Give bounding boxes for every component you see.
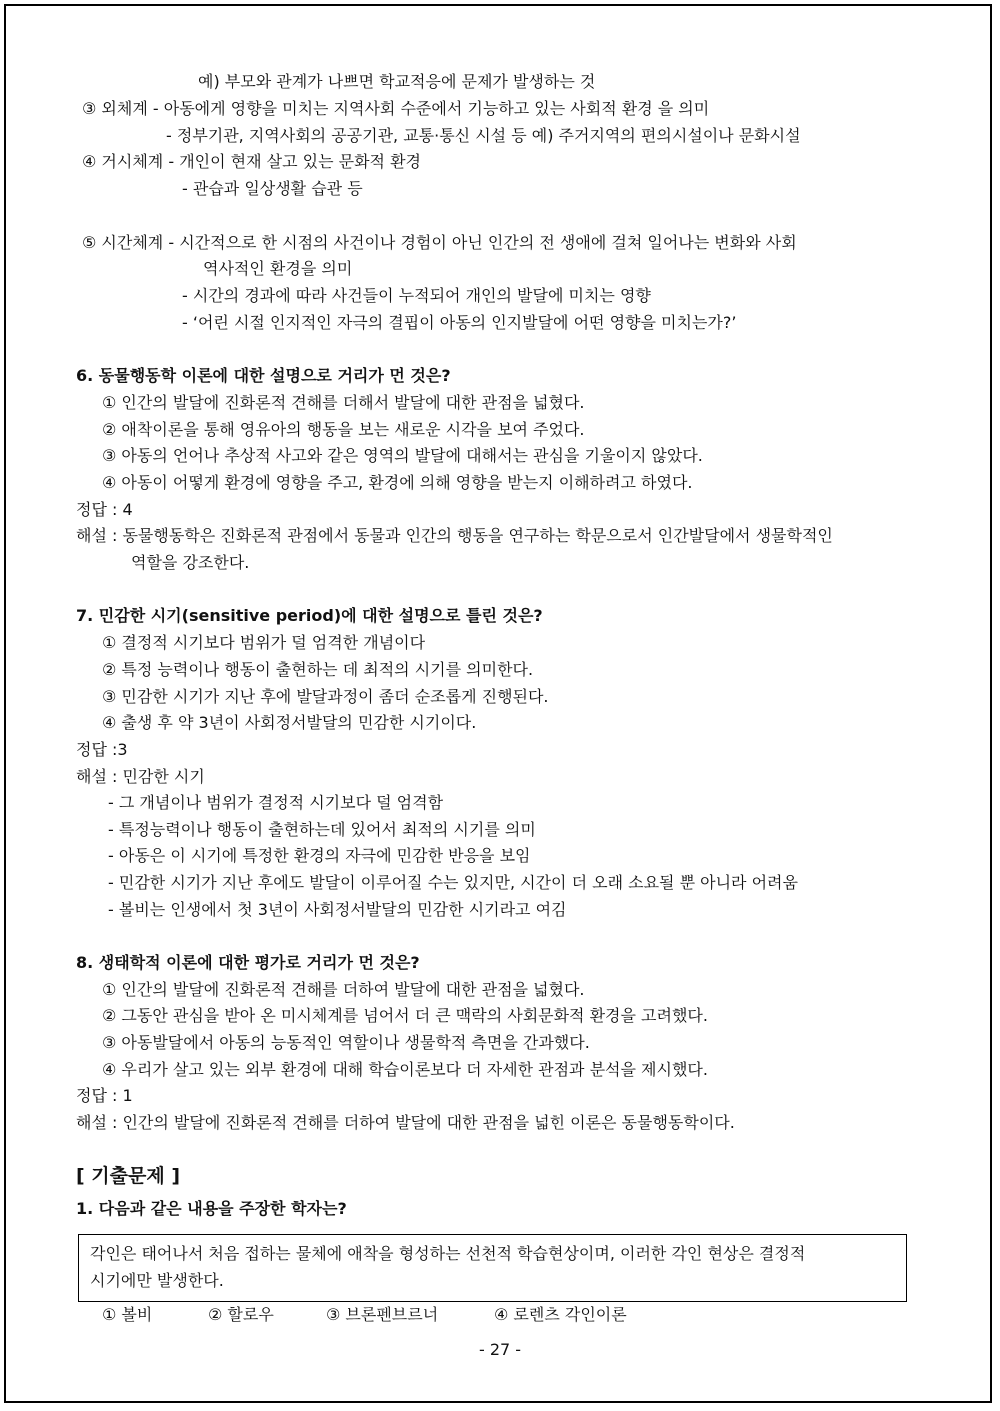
q7-option: ② 특정 능력이나 행동이 출현하는 데 최적의 시기를 의미한다. <box>102 660 534 679</box>
q8-option: ① 인간의 발달에 진화론적 견해를 더하여 발달에 대한 관점을 넓혔다. <box>102 980 585 999</box>
q6-option: ③ 아동의 언어나 추상적 사고와 같은 영역의 발달에 대해서는 관심을 기울이지 않았다. <box>102 446 703 465</box>
question-6: 6. 동물행동학 이론에 대한 설명으로 거리가 먼 것은? <box>76 366 451 385</box>
q7-explanation: - 아동은 이 시기에 특정한 환경의 자극에 민감한 반응을 보임 <box>108 846 531 865</box>
past-exam-option: ② 할로우 <box>208 1305 274 1324</box>
intro-line: 예) 부모와 관계가 나쁘면 학교적응에 문제가 발생하는 것 <box>198 72 596 91</box>
q7-explanation: - 민감한 시기가 지난 후에도 발달이 이루어질 수는 있지만, 시간이 더 오래 소요될 뿐 아니라 어려움 <box>108 873 798 892</box>
q7-option: ③ 민감한 시기가 지난 후에 발달과정이 좀더 순조롭게 진행된다. <box>102 687 549 706</box>
past-exam-option: ④ 로렌츠 각인이론 <box>494 1305 627 1324</box>
quote-line: 각인은 태어나서 처음 접하는 물체에 애착을 형성하는 선천적 학습현상이며, 이러한 각인 현상은 결정적 <box>90 1244 806 1263</box>
q8-option: ② 그동안 관심을 받아 온 미시체계를 넘어서 더 큰 맥락의 사회문화적 환경을 고려했다. <box>102 1006 708 1025</box>
intro-line: ③ 외체계 - 아동에게 영향을 미치는 지역사회 수준에서 기능하고 있는 사회적 환경 을 의미 <box>82 99 710 118</box>
intro-line: ④ 거시체계 - 개인이 현재 살고 있는 문화적 환경 <box>82 152 422 171</box>
q7-option: ① 결정적 시기보다 범위가 덜 엄격한 개념이다 <box>102 633 426 652</box>
q8-answer: 정답 : 1 <box>76 1086 133 1105</box>
q7-explanation: - 특정능력이나 행동이 출현하는데 있어서 최적의 시기를 의미 <box>108 820 536 839</box>
past-exam-header: [ 기출문제 ] <box>76 1165 181 1187</box>
intro-line: - 관습과 일상생활 습관 등 <box>182 179 363 198</box>
q6-option: ② 애착이론을 통해 영유아의 행동을 보는 새로운 시각을 보여 주었다. <box>102 420 585 439</box>
question-8: 8. 생태학적 이론에 대한 평가로 거리가 먼 것은? <box>76 953 420 972</box>
intro-line: - 정부기관, 지역사회의 공공기관, 교통·통신 시설 등 예) 주거지역의 편의시설이나 문화시설 <box>166 126 801 145</box>
q8-option: ③ 아동발달에서 아동의 능동적인 역할이나 생물학적 측면을 간과했다. <box>102 1033 590 1052</box>
intro-line: - 시간의 경과에 따라 사건들이 누적되어 개인의 발달에 미치는 영향 <box>182 286 651 305</box>
past-exam-option: ③ 브론펜브르너 <box>326 1305 439 1324</box>
q8-option: ④ 우리가 살고 있는 외부 환경에 대해 학습이론보다 더 자세한 관점과 분석을 제시했다. <box>102 1060 708 1079</box>
q8-explanation: 해설 : 인간의 발달에 진화론적 견해를 더하여 발달에 대한 관점을 넓힌 이론은 동물행동학이다. <box>76 1113 735 1132</box>
intro-line: - ‘어린 시절 인지적인 자극의 결핍이 아동의 인지발달에 어떤 영향을 미치는가?’ <box>182 313 737 332</box>
past-exam-option: ① 볼비 <box>102 1305 153 1324</box>
intro-line: 역사적인 환경을 의미 <box>203 259 353 278</box>
q7-explanation: - 볼비는 인생에서 첫 3년이 사회정서발달의 민감한 시기라고 여김 <box>108 900 567 919</box>
q6-answer: 정답 : 4 <box>76 500 133 519</box>
question-7: 7. 민감한 시기(sensitive period)에 대한 설명으로 틀린 것은? <box>76 606 543 625</box>
intro-line: ⑤ 시간체계 - 시간적으로 한 시점의 사건이나 경험이 아닌 인간의 전 생애에 걸쳐 일어나는 변화와 사회 <box>82 233 797 252</box>
q6-option: ① 인간의 발달에 진화론적 견해를 더해서 발달에 대한 관점을 넓혔다. <box>102 393 585 412</box>
q7-explanation: - 그 개념이나 범위가 결정적 시기보다 덜 엄격함 <box>108 793 444 812</box>
q6-explanation: 역할을 강조한다. <box>131 553 250 572</box>
q7-answer: 정답 :3 <box>76 740 128 759</box>
q7-option: ④ 출생 후 약 3년이 사회정서발달의 민감한 시기이다. <box>102 713 477 732</box>
quote-line: 시기에만 발생한다. <box>90 1271 224 1290</box>
q6-explanation: 해설 : 동물행동학은 진화론적 관점에서 동물과 인간의 행동을 연구하는 학문으로서 인간발달에서 생물학적인 <box>76 526 833 545</box>
q6-option: ④ 아동이 어떻게 환경에 영향을 주고, 환경에 의해 영향을 받는지 이해하려고 하였다. <box>102 473 693 492</box>
past-exam-question: 1. 다음과 같은 내용을 주장한 학자는? <box>76 1199 347 1218</box>
q7-explanation: 해설 : 민감한 시기 <box>76 767 205 786</box>
page-number: - 27 - <box>478 1340 522 1359</box>
